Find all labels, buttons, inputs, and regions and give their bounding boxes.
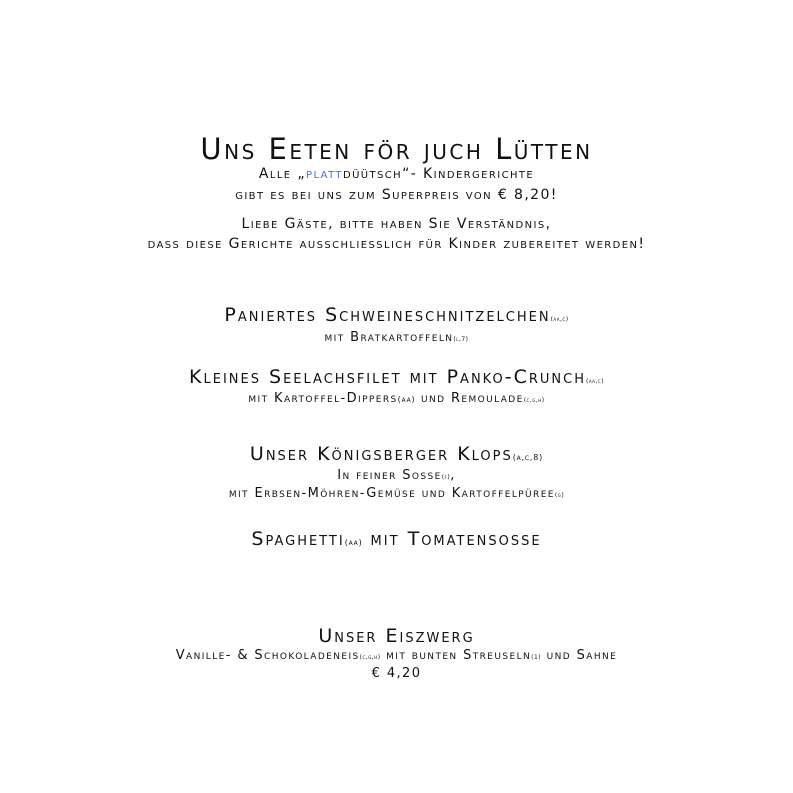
dish-name-text: Spaghetti xyxy=(251,528,345,550)
dish-side-text: In feiner Sosse xyxy=(337,468,442,483)
dish-schnitzel-side xyxy=(0,330,793,345)
dish-schnitzel-name xyxy=(0,304,793,326)
platt-accent-text: platt xyxy=(306,166,343,182)
dish-side-text: mit Erbsen-Möhren-Gemüse und Kartoffelpüree xyxy=(228,486,555,501)
dish-klops-sauce xyxy=(0,468,793,483)
dish-name-text: Unser Königsberger Klops xyxy=(249,443,513,465)
dish-seelachs-name xyxy=(0,366,793,388)
dish-side-text: und Remoulade xyxy=(415,391,524,406)
intro-suffix: düütsch“- Kindergerichte xyxy=(342,166,535,182)
page-title: Uns Eeten för juch Lütten xyxy=(200,132,593,166)
allergen-tag: (l,7) xyxy=(453,336,469,343)
allergen-tag: (c,g,h) xyxy=(359,654,381,661)
dish-name-text: Paniertes Schweineschnitzelchen xyxy=(224,304,551,326)
intro-line-2: gibt es bei uns zum Superpreis von € 8,20! xyxy=(235,187,558,203)
dish-name-text: mit Tomatensosse xyxy=(362,528,542,550)
intro-prefix: Alle „ xyxy=(258,166,307,182)
notice-line-1: Liebe Gäste, bitte haben Sie Verständnis, xyxy=(241,216,552,232)
dish-klops-name xyxy=(0,443,793,465)
dessert-price: € 4,20 xyxy=(371,666,422,681)
dessert-desc-text: mit bunten Streuseln xyxy=(380,648,532,663)
dessert-desc-text: Vanille- & Schokoladeneis xyxy=(175,648,360,663)
dish-side-text: , xyxy=(450,468,456,483)
allergen-tag: (aa) xyxy=(344,538,363,547)
dish-name-text: Kleines Seelachsfilet mit Panko-Crunch xyxy=(189,366,586,388)
allergen-tag: (aa) xyxy=(397,395,416,404)
dessert-desc-text: und Sahne xyxy=(541,648,618,663)
dish-spaghetti-name xyxy=(0,528,793,550)
allergen-tag: (c,g,h) xyxy=(523,397,545,404)
allergen-tag: (aa,c) xyxy=(585,378,604,385)
allergen-tag: (f) xyxy=(441,474,451,481)
allergen-tag: (aa,c) xyxy=(550,316,569,323)
allergen-tag: (a,c,8) xyxy=(512,453,544,462)
notice-line-2: dass diese Gerichte ausschliesslich für Kinder zubereitet werden! xyxy=(147,236,646,252)
dish-side-text: mit Kartoffel-Dippers xyxy=(248,391,398,406)
allergen-tag: (g) xyxy=(554,492,565,499)
dessert-name: Unser Eiszwerg xyxy=(318,625,475,647)
allergen-tag: (1) xyxy=(531,654,542,661)
intro-line-1 xyxy=(0,166,793,182)
dish-klops-side xyxy=(0,486,793,501)
dessert-description xyxy=(0,648,793,663)
dish-side-text: mit Bratkartoffeln xyxy=(324,330,454,345)
dish-seelachs-side xyxy=(0,391,793,406)
